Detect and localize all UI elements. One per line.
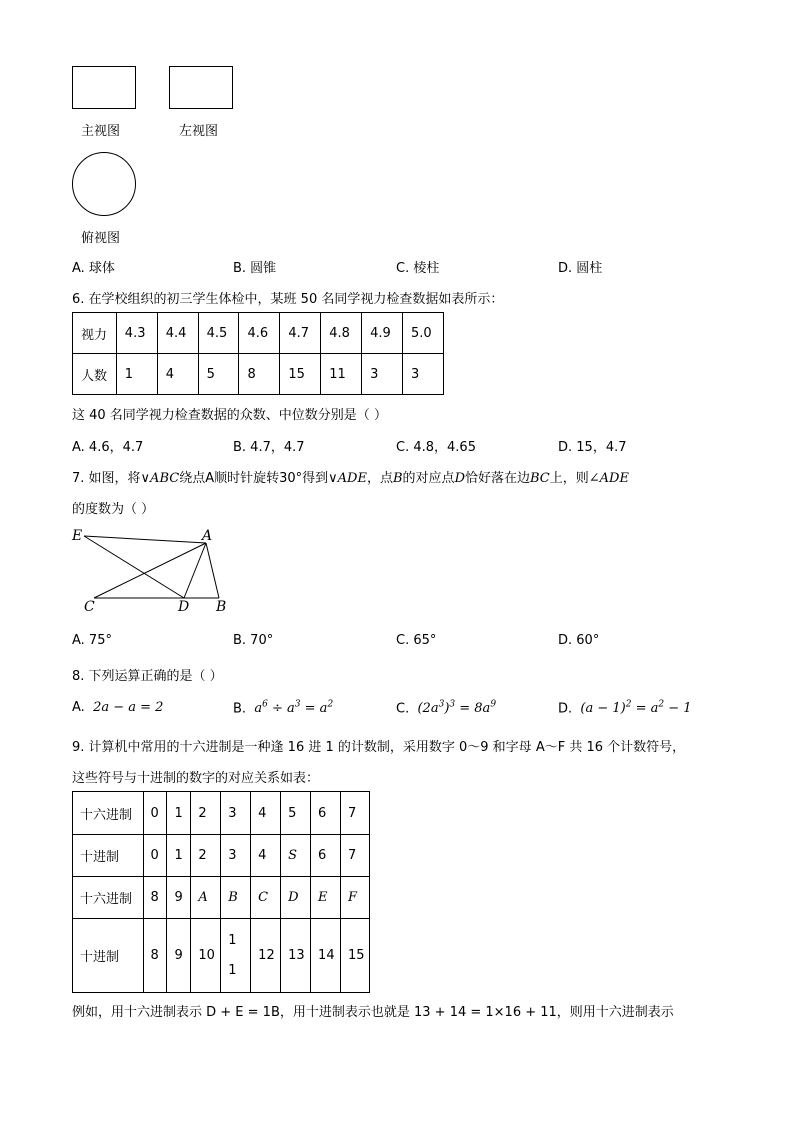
option-label: C. (396, 701, 410, 717)
left-view-label: 左视图 (179, 124, 219, 139)
math-term: = 8a (455, 701, 491, 717)
q7-option-a: A. 75° (72, 633, 112, 648)
math-exponent: 3 (294, 700, 301, 710)
table-cell: 4 (251, 835, 281, 877)
math-var: a (287, 701, 295, 717)
q7-stem (72, 467, 629, 486)
option-label: D. (558, 701, 573, 717)
segment-ab (206, 543, 219, 598)
front-view-rectangle (72, 66, 136, 109)
vision-cell: 4.5 (198, 313, 239, 354)
q5-option-b: B. 圆锥 (233, 261, 277, 276)
q8-option-d (558, 700, 692, 716)
q9-base-table (72, 791, 370, 993)
option-label: A. (72, 700, 85, 715)
q7-option-b: B. 70° (233, 633, 274, 648)
segment-ea (84, 536, 206, 543)
count-cell: 15 (280, 354, 321, 395)
table-row (73, 877, 370, 919)
q5-option-c: C. 棱柱 (396, 261, 440, 276)
table-cell: S (281, 835, 311, 877)
row-label: 十进制 (73, 919, 144, 993)
q8-expr-d (580, 701, 691, 716)
table-cell: 0 (143, 835, 167, 877)
table-cell: 14 (311, 919, 341, 993)
table-cell: 1 1 (221, 919, 251, 993)
q6-option-b: B. 4.7，4.7 (233, 440, 305, 455)
table-row (73, 919, 370, 993)
angle-ade: ∠ADE (588, 471, 629, 486)
vision-cell: 4.6 (239, 313, 280, 354)
label-e: E (72, 528, 83, 544)
q9-example: 例如，用十六进制表示 D + E = 1B，用十进制表示也就是 13 + 14 = 1×16 + 11，则用十六进制表示 (72, 1005, 674, 1020)
point-b: B (392, 471, 403, 486)
vision-cell: 4.9 (362, 313, 403, 354)
table-cell: 3 (221, 792, 251, 835)
table-row (73, 792, 370, 835)
table-cell: 1 (167, 835, 191, 877)
math-var: a (319, 701, 328, 717)
count-cell: 11 (321, 354, 362, 395)
point-d: D (454, 471, 465, 486)
q6-vision-table (72, 312, 444, 395)
q6-option-c: C. 4.8，4.65 (396, 440, 476, 455)
top-view-label: 俯视图 (81, 231, 121, 246)
row-label: 十六进制 (73, 877, 144, 919)
table-cell: C (251, 877, 281, 919)
label-b: B (216, 599, 227, 615)
math-term: ) (444, 701, 450, 717)
table-cell: 13 (281, 919, 311, 993)
q6-stem: 6. 在学校组织的初三学生体检中，某班 50 名同学视力检查数据如表所示： (72, 292, 504, 307)
table-row (73, 354, 444, 395)
math-term: = a (631, 701, 659, 717)
math-exponent: 3 (449, 700, 456, 710)
math-var: a (254, 701, 263, 717)
count-cell: 3 (362, 354, 403, 395)
vision-cell: 4.8 (321, 313, 362, 354)
q8-stem: 8. 下列运算正确的是（ ） (72, 669, 223, 684)
edge-bc: BC (530, 471, 550, 486)
table-cell: 4 (251, 792, 281, 835)
top-view-circle (72, 152, 136, 216)
table-cell: 0 (143, 792, 167, 835)
math-exponent: 3 (438, 700, 445, 710)
q6-option-d: D. 15，4.7 (558, 440, 627, 455)
table-cell: F (340, 877, 369, 919)
q9-stem-line1: 9. 计算机中常用的十六进制是一种逢 16 进 1 的计数制，采用数字 0～9 和字母 A～F 共 16 个计数符号， (72, 740, 686, 755)
triangle-abc: ∨ABC (140, 471, 180, 486)
vision-cell: 4.4 (157, 313, 198, 354)
segment-ac (94, 543, 206, 598)
math-exponent: 6 (262, 700, 268, 710)
q7-option-d: D. 60° (558, 633, 600, 648)
label-c: C (84, 599, 95, 615)
table-cell: 2 (191, 792, 221, 835)
q6-option-a: A. 4.6，4.7 (72, 440, 144, 455)
count-cell: 3 (403, 354, 444, 395)
q8-option-c (396, 700, 496, 716)
table-header-cell: 视力 (73, 313, 117, 354)
math-exponent: 2 (658, 700, 665, 710)
table-cell: 9 (167, 919, 191, 993)
table-cell: A (191, 877, 221, 919)
table-cell: B (221, 877, 251, 919)
left-view-rectangle (169, 66, 233, 109)
q8-expr-b (254, 701, 333, 716)
table-cell: 9 (167, 877, 191, 919)
table-cell: 2 (191, 835, 221, 877)
count-cell: 5 (198, 354, 239, 395)
q7-stem-text: ，点 (366, 471, 393, 486)
math-op: ÷ (267, 701, 287, 717)
table-cell: 12 (251, 919, 281, 993)
table-header-cell: 人数 (73, 354, 117, 395)
math-term: (2a (417, 701, 439, 717)
q8-expr-a: 2a − a = 2 (93, 700, 164, 715)
table-cell: 3 (221, 835, 251, 877)
segment-ad (184, 543, 206, 598)
q5-option-a: A. 球体 (72, 261, 115, 276)
q8-option-a (72, 700, 163, 715)
table-cell: 10 (191, 919, 221, 993)
table-cell: 6 (311, 835, 341, 877)
label-d: D (178, 599, 190, 615)
math-exponent: 2 (625, 700, 632, 710)
table-cell: 15 (340, 919, 369, 993)
table-cell: D (281, 877, 311, 919)
table-cell: 8 (143, 877, 167, 919)
table-cell: 7 (340, 792, 369, 835)
math-exponent: 2 (327, 700, 334, 710)
option-label: B. (233, 701, 247, 717)
row-label: 十进制 (73, 835, 144, 877)
table-cell: 1 (167, 792, 191, 835)
math-exponent: 9 (490, 700, 497, 710)
q7-triangle-figure (60, 522, 240, 617)
table-cell: 6 (311, 792, 341, 835)
table-row (73, 313, 444, 354)
vision-cell: 4.7 (280, 313, 321, 354)
table-cell: E (311, 877, 341, 919)
q8-expr-c (417, 701, 496, 716)
math-term: − 1 (664, 701, 692, 717)
label-a: A (202, 528, 213, 544)
q7-option-c: C. 65° (396, 633, 437, 648)
q5-option-d: D. 圆柱 (558, 261, 603, 276)
count-cell: 1 (116, 354, 157, 395)
math-op: = (300, 701, 320, 717)
math-term: (a − 1) (580, 701, 626, 717)
segment-ed (84, 536, 184, 598)
q7-stem-text: 恰好落在边 (465, 471, 531, 486)
vision-cell: 5.0 (403, 313, 444, 354)
table-cell: 8 (143, 919, 167, 993)
table-cell: 7 (340, 835, 369, 877)
triangle-ade: ∨ADE (328, 471, 367, 486)
q7-stem-text: 的对应点 (402, 471, 455, 486)
table-row (73, 835, 370, 877)
count-cell: 8 (239, 354, 280, 395)
q7-stem-line2: 的度数为（ ） (72, 502, 155, 517)
q6-question: 这 40 名同学视力检查数据的众数、中位数分别是（ ） (72, 408, 387, 423)
q7-stem-text: 上，则 (549, 471, 589, 486)
q9-stem-line2: 这些符号与十进制的数字的对应关系如表： (72, 771, 320, 786)
front-view-label: 主视图 (81, 124, 121, 139)
count-cell: 4 (157, 354, 198, 395)
table-cell: 5 (281, 792, 311, 835)
q7-stem-text: 绕点A顺时针旋转30°得到 (179, 471, 329, 486)
row-label: 十六进制 (73, 792, 144, 835)
vision-cell: 4.3 (116, 313, 157, 354)
q8-option-b (233, 700, 333, 716)
q7-stem-text: 7. 如图，将 (72, 471, 141, 486)
